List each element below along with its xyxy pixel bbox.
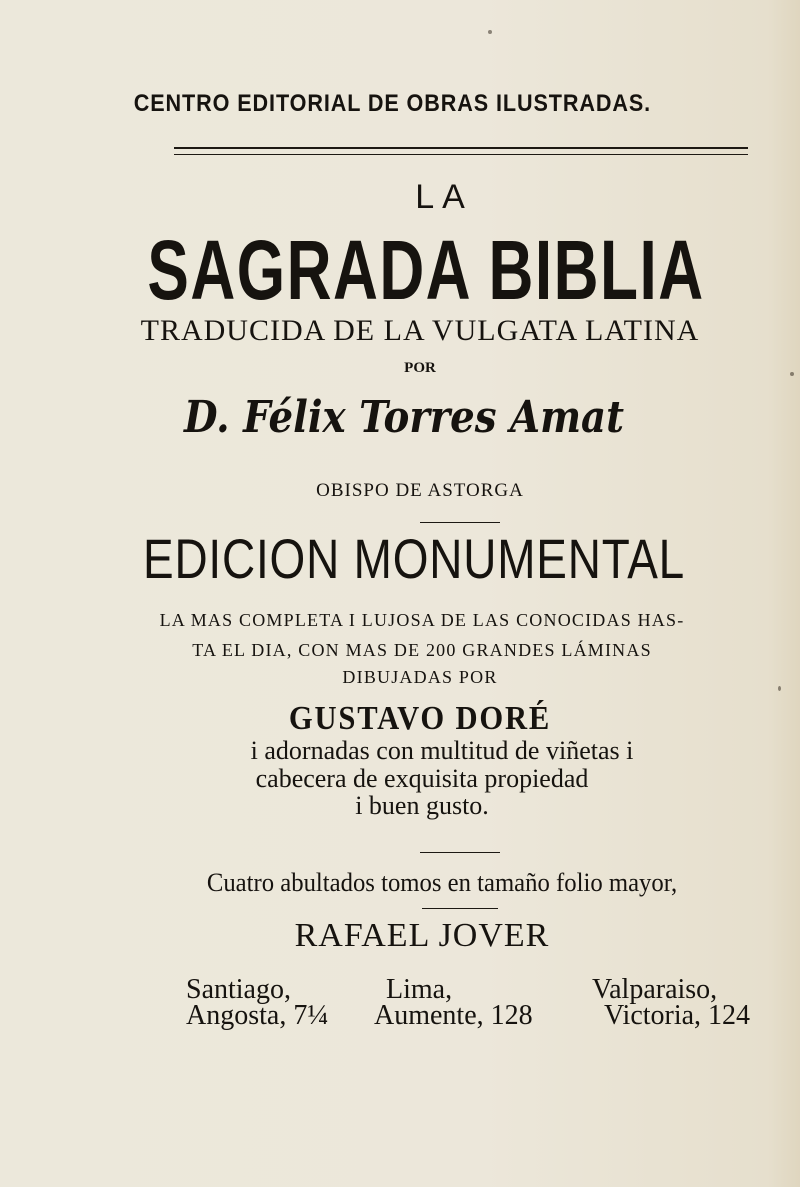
printer-name: RAFAEL JOVER bbox=[294, 917, 550, 954]
description-line-3: DIBUJADAS POR bbox=[342, 667, 498, 687]
short-rule-divider bbox=[420, 522, 500, 523]
location-street-santiago: Angosta, 7¼ bbox=[186, 1000, 329, 1031]
adornment-line-2: cabecera de exquisita propiedad bbox=[255, 764, 589, 793]
por-label: POR bbox=[404, 360, 436, 376]
print-speck bbox=[778, 686, 781, 691]
adornment-line-1: i adornadas con multitud de viñetas i bbox=[250, 736, 634, 765]
volumes-note: Cuatro abultados tomos en tamaño folio mayor, bbox=[206, 868, 678, 897]
book-title: SAGRADA BIBLIA bbox=[147, 223, 705, 317]
print-speck bbox=[790, 372, 794, 376]
edition-heading: EDICION MONUMENTAL bbox=[142, 527, 686, 590]
location-city-lima: Lima, bbox=[386, 974, 453, 1005]
short-rule-divider bbox=[422, 908, 498, 909]
double-rule-divider bbox=[174, 147, 748, 155]
title-article: LA bbox=[415, 178, 473, 216]
print-speck bbox=[488, 30, 492, 34]
location-street-valparaiso: Victoria, 124 bbox=[604, 1000, 751, 1031]
translator-name: D. Félix Torres Amat bbox=[183, 392, 625, 443]
description-line-1: LA MAS COMPLETA I LUJOSA DE LAS CONOCIDAS HAS- bbox=[159, 610, 685, 630]
adornment-line-3: i buen gusto. bbox=[355, 791, 489, 820]
location-city-santiago: Santiago, bbox=[186, 974, 291, 1005]
translator-office: OBISPO DE ASTORGA bbox=[316, 480, 524, 501]
short-rule-divider bbox=[420, 852, 500, 853]
location-street-lima: Aumente, 128 bbox=[374, 1000, 533, 1031]
publisher-heading: CENTRO EDITORIAL DE OBRAS ILUSTRADAS. bbox=[133, 90, 652, 117]
illustrator-name: GUSTAVO DORÉ bbox=[288, 700, 552, 737]
location-city-valparaiso: Valparaiso, bbox=[592, 974, 718, 1005]
book-subtitle: TRADUCIDA DE LA VULGATA LATINA bbox=[140, 314, 700, 347]
description-line-2: TA EL DIA, CON MAS DE 200 GRANDES LÁMINAS bbox=[192, 640, 652, 660]
